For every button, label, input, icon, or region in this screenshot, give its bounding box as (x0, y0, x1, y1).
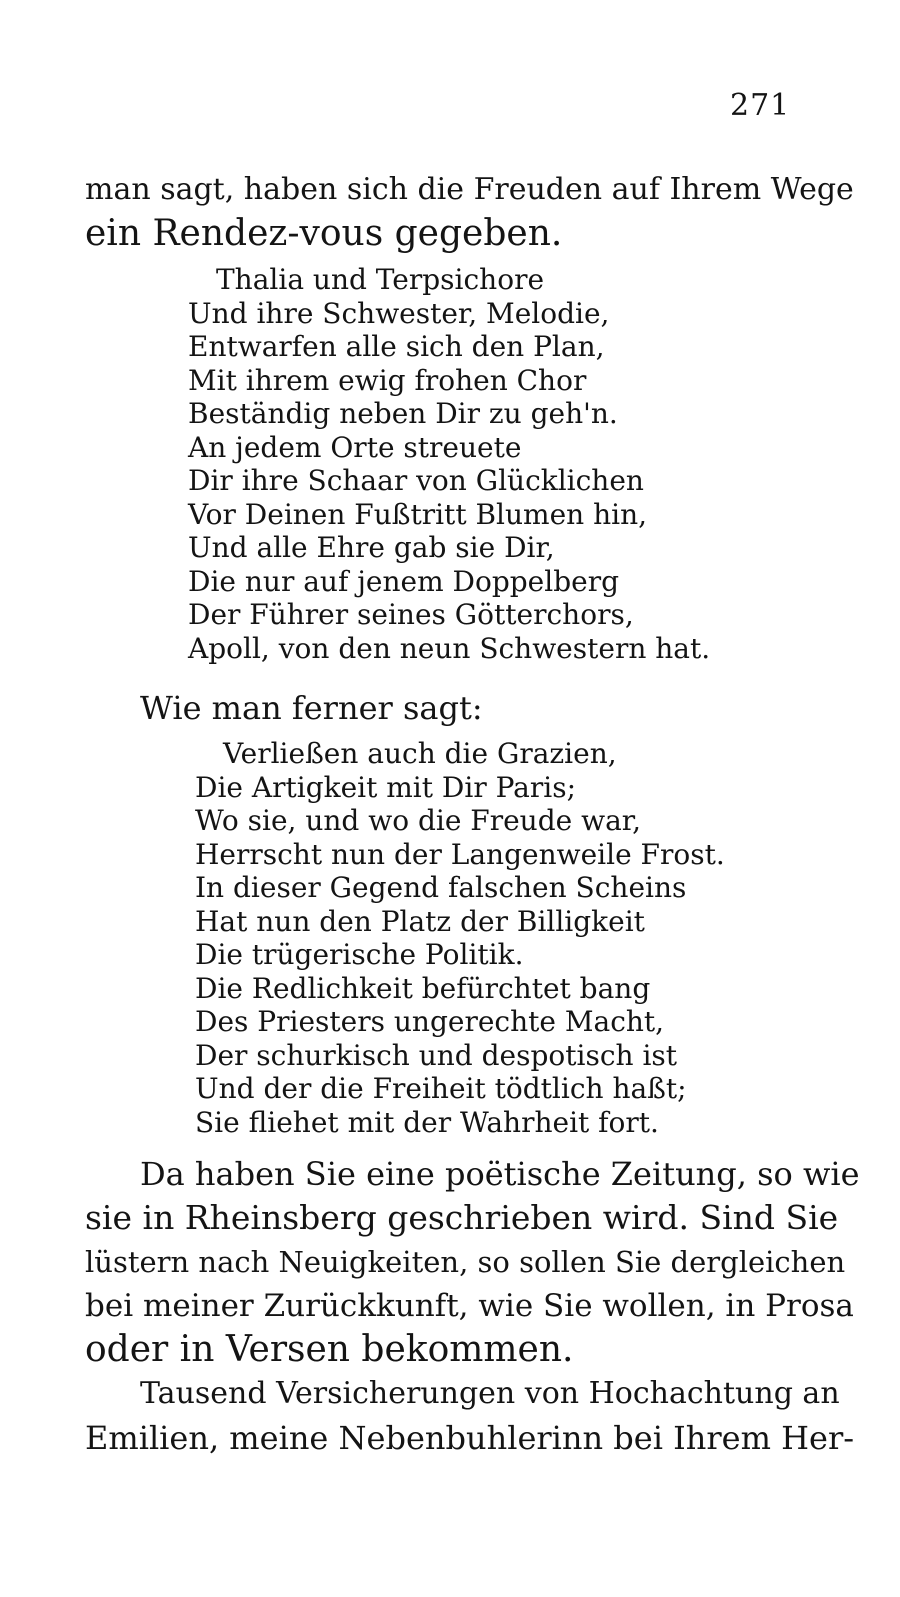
poem-line: Des Priesters ungerechte Macht, (195, 1005, 665, 1038)
poem-line: Mit ihrem ewig frohen Chor (188, 363, 587, 397)
poem-line: In dieser Gegend falschen Scheins (195, 871, 687, 904)
poem-line: Und der die Freiheit tödtlich haßt; (195, 1072, 687, 1105)
poem-line: Die Redlichkeit befürchtet bang (195, 971, 651, 1005)
prose-line: Da haben Sie eine poëtische Zeitung, so wie (140, 1155, 860, 1193)
poem-line: Der Führer seines Götterchors, (188, 598, 634, 631)
poem-line: Herrscht nun der Langenweile Frost. (195, 837, 725, 871)
poem-line: Hat nun den Platz der Billigkeit (195, 904, 645, 938)
bottom-prose-paragraph (85, 1152, 860, 1460)
poem-line: Und alle Ehre gab sie Dir, (188, 531, 555, 564)
poem-line: Der schurkisch und despotisch ist (195, 1038, 678, 1072)
prose-line: Emilien, meine Nebenbuhlerinn bei Ihrem Her- (85, 1419, 855, 1457)
poem-line: Wo sie, und wo die Freude war, (195, 804, 641, 837)
poem-line: Vor Deinen Fußtritt Blumen hin, (188, 497, 648, 531)
poem-line: Die trügerische Politik. (195, 938, 524, 971)
top-prose-paragraph (85, 168, 854, 256)
poem-line: Apoll, von den neun Schwestern hat. (188, 631, 711, 665)
poem-line: Sie fliehet mit der Wahrheit fort. (195, 1105, 659, 1139)
prose-line: lüstern nach Neuigkeiten, so sollen Sie dergleichen (85, 1245, 846, 1279)
prose-line: Tausend Versicherungen von Hochachtung an (140, 1376, 840, 1411)
poem-line: An jedem Orte streuete (188, 430, 522, 464)
poem-line: Die Artigkeit mit Dir Paris; (195, 770, 577, 804)
poem-line: Beständig neben Dir zu geh'n. (188, 397, 618, 430)
poem-line: Thalia und Terpsichore (216, 263, 545, 296)
poem-line: Dir ihre Schaar von Glücklichen (188, 464, 644, 497)
poem-stanza-1 (188, 263, 710, 665)
prose-line: sie in Rheinsberg geschrieben wird. Sind Sie (85, 1198, 839, 1237)
prose-line: bei meiner Zurückkunft, wie Sie wollen, in Prosa (85, 1288, 854, 1324)
prose-line: oder in Versen bekommen. (85, 1329, 574, 1370)
poem-line: Verließen auch die Grazien, (223, 737, 617, 770)
poem-stanza-2 (195, 737, 725, 1139)
poem-intro: Wie man ferner sagt: (140, 689, 483, 727)
poem-line: Entwarfen alle sich den Plan, (188, 330, 605, 363)
poem-line: Die nur auf jenem Doppelberg (188, 564, 620, 598)
prose-line: ein Rendez-vous gegeben. (85, 213, 563, 254)
page-number: 271 (730, 88, 791, 123)
poem-line: Und ihre Schwester, Melodie, (188, 296, 610, 330)
prose-line: man sagt, haben sich die Freuden auf Ihrem Wege (85, 172, 854, 207)
